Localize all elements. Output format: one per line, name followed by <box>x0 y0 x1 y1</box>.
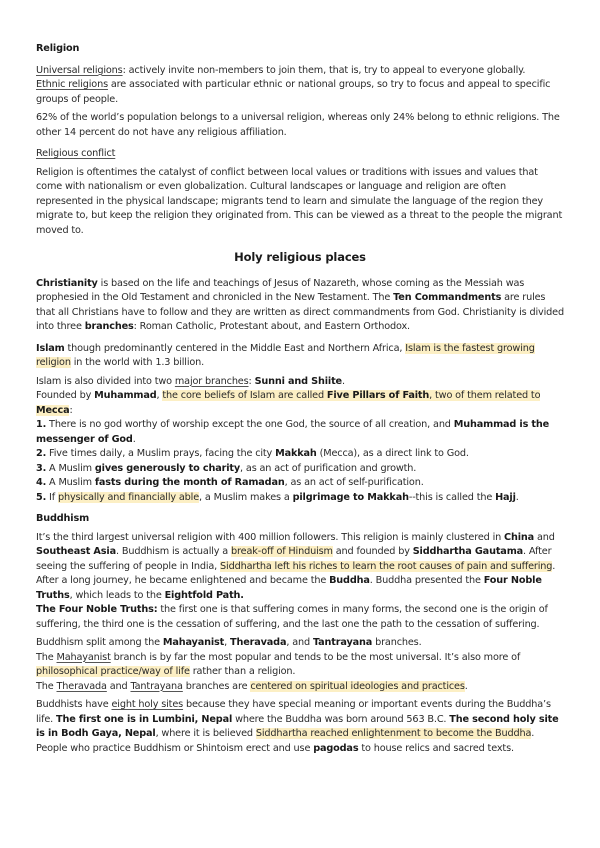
pagodas-paragraph: People who practice Buddhism or Shintoism erect and use pagodas to house relics and sacred texts. <box>36 742 514 754</box>
buddhism-heading: Buddhism <box>36 513 90 524</box>
religion-statistics-paragraph: 62% of the world’s population belongs to a universal religion, whereas only 24% belong to ethnic religions. The other 14 percent do not have any religious affiliation. <box>36 112 560 138</box>
buddhism-intro-paragraph: It’s the third largest universal religion with 400 million followers. This religion is mainly clustered in China and Southeast Asia. Buddhism is actually a break-off of Hinduism and founded by Siddhartha Gautama. After seeing the suffering of people in India, Siddhartha left his riches to learn the root causes of pain and suffering. After a long journey, he became enlightened and became the Buddha. Buddha presented the Four Noble Truths, which leads to the Eightfold Path. <box>36 531 556 601</box>
theravada-tantrayana-paragraph: The Theravada and Tantrayana branches are centered on spiritual ideologies and practices. <box>36 680 468 692</box>
holy-sites-paragraph: Buddhists have eight holy sites because they have special meaning or important events during the Buddha’s life. The first one is in Lumbini, Nepal where the Buddha was born around 563 B.C. The second holy site is in Bodh Gaya, Nepal, where it is believed Siddhartha reached enlightenment to become the Buddha. <box>36 699 559 739</box>
christianity-paragraph: Christianity is based on the life and teachings of Jesus of Nazareth, whose coming as the Messiah was prophesied in the Old Testament and chronicled in the New Testament. The Ten Commandments are rules that all Christians have to follow and they are written as direct commandments from God. Christianity is divided into three branches: Roman Catholic, Protestant about, and Eastern Orthodox. <box>36 277 564 332</box>
mahayanist-paragraph: The Mahayanist branch is by far the most popular and tends to be the most universal. It’s also more of philosophical practice/way of life rather than a religion. <box>36 651 521 677</box>
buddhism-split-paragraph: Buddhism split among the Mahayanist, Theravada, and Tantrayana branches. <box>36 637 422 648</box>
ethnic-religions-term: Ethnic religions <box>36 79 108 90</box>
religious-conflict-heading: Religious conflict <box>36 148 116 159</box>
islam-paragraph: Islam though predominantly centered in the Middle East and Northern Africa, Islam is the fastest growing religion in the world with 1.3 billion. <box>36 342 535 368</box>
holy-places-title: Holy religious places <box>234 250 366 264</box>
pillar-3: 3. A Muslim gives generously to charity, as an act of purification and growth. <box>36 462 417 474</box>
four-noble-truths-paragraph: The Four Noble Truths: the first one is that suffering comes in many forms, the second one is the origin of suffering, the third one is the cessation of suffering, and the last one the path to the cessation of suffering. <box>36 604 548 630</box>
ethnic-religions-paragraph: Ethnic religions are associated with particular ethnic or national groups, so try to focus and appeal to specific groups of people. <box>36 79 551 105</box>
highlight: Islam is the fastest growing religion <box>36 342 535 368</box>
universal-religions-paragraph: Universal religions: actively invite non-members to join them, that is, try to appeal to everyone globally. <box>36 64 526 76</box>
religion-heading: Religion <box>36 43 80 54</box>
pillar-1: 1. There is no god worthy of worship except the one God, the source of all creation, and Muhammad is the messenger of God. <box>36 419 550 445</box>
pillar-2: 2. Five times daily, a Muslim prays, facing the city Makkah (Mecca), as a direct link to God. <box>36 448 469 459</box>
pillar-4: 4. A Muslim fasts during the month of Ramadan, as an act of self-purification. <box>36 477 424 488</box>
pillar-5: 5. If physically and financially able, a Muslim makes a pilgrimage to Makkah--this is called the Hajj. <box>36 491 519 503</box>
islam-branches-paragraph: Islam is also divided into two major branches: Sunni and Shiite. <box>36 375 345 387</box>
universal-religions-term: Universal religions <box>36 64 123 76</box>
islam-founding-paragraph: Founded by Muhammad, the core beliefs of Islam are called Five Pillars of Faith, two of them related to Mecca: <box>36 390 541 416</box>
religious-conflict-paragraph: Religion is oftentimes the catalyst of conflict between local values or traditions with issues and values that come with nationalism or even globalization. Cultural landscapes or language and religion are often represented in the physical landscape; migrants tend to learn and simulate the language of the region they migrate to, but keep the religion they originated from. This can be viewed as a threat to the people the migrant moved to. <box>36 166 563 236</box>
